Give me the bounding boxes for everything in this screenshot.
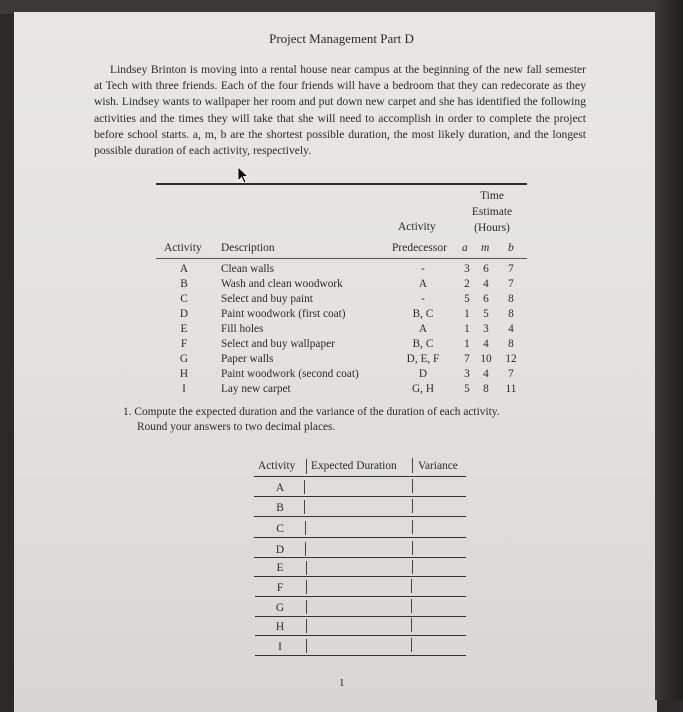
cell-b: 7 <box>508 278 514 290</box>
answer-input-expected-g[interactable] <box>255 616 466 617</box>
answer-input-expected-a[interactable] <box>254 496 466 497</box>
cell-divider <box>411 618 412 632</box>
table-row <box>0 367 683 382</box>
table-row <box>0 322 683 337</box>
table-row <box>0 382 683 397</box>
cell-a: 1 <box>464 308 470 320</box>
cell-predecessor: D <box>418 368 428 380</box>
cell-description: Fill holes <box>221 323 264 335</box>
cell-a: 5 <box>464 293 470 305</box>
header-b: b <box>508 242 514 254</box>
header-divider <box>412 458 413 473</box>
cell-b: 8 <box>508 293 514 305</box>
answer-row-label: C <box>276 523 284 535</box>
answer-input-expected-h[interactable] <box>255 635 466 636</box>
header-description: Description <box>221 242 275 254</box>
table-row <box>0 352 683 367</box>
cell-activity: F <box>180 338 188 350</box>
cell-activity: E <box>180 323 188 335</box>
cell-description: Wash and clean woodwork <box>221 278 343 290</box>
cell-a: 2 <box>464 278 470 290</box>
cell-b: 8 <box>508 308 514 320</box>
cell-divider <box>412 560 413 574</box>
question-1 <box>123 405 593 435</box>
answer-row-label: E <box>276 562 284 574</box>
cell-predecessor: G, H <box>412 383 434 395</box>
cell-m: 6 <box>483 263 489 275</box>
answer-input-expected-i[interactable] <box>255 655 466 656</box>
cell-divider <box>411 599 412 613</box>
cell-b: 7 <box>508 368 514 380</box>
mouse-cursor-icon <box>237 166 249 184</box>
cell-divider <box>305 542 306 556</box>
cell-divider <box>304 480 305 494</box>
answer-input-expected-d[interactable] <box>254 557 466 558</box>
table-row <box>0 262 683 277</box>
cell-divider <box>412 520 413 534</box>
question-line-1: 1. Compute the expected duration and the variance of the duration of each activity. <box>123 406 500 418</box>
header-activity: Activity <box>164 242 202 254</box>
cell-b: 11 <box>505 383 517 395</box>
cell-divider <box>411 638 412 652</box>
question-line-2: Round your answers to two decimal places. <box>137 421 336 433</box>
page-title: Project Management Part D <box>269 31 414 46</box>
cell-divider <box>306 639 307 653</box>
cell-b: 12 <box>505 353 517 365</box>
cell-b: 4 <box>508 323 514 335</box>
cell-activity: G <box>179 353 189 365</box>
answer-row-label: B <box>276 502 284 514</box>
answer-input-expected-b[interactable] <box>254 516 466 517</box>
cell-divider <box>304 500 305 514</box>
table-row <box>0 292 683 307</box>
cell-m: 6 <box>483 293 489 305</box>
answer-header-variance: Variance <box>418 460 458 472</box>
answer-row-label: G <box>275 602 285 614</box>
cell-description: Clean walls <box>221 263 275 275</box>
answer-header-expected: Expected Duration <box>311 460 397 472</box>
cell-divider <box>306 580 307 594</box>
cell-m: 10 <box>480 353 492 365</box>
cell-description: Paper walls <box>221 353 274 365</box>
header-m: m <box>481 242 490 254</box>
cell-b: 7 <box>508 263 514 275</box>
answer-row-label: A <box>275 482 285 494</box>
cell-predecessor: A <box>418 323 428 335</box>
cell-divider <box>411 579 412 593</box>
cell-divider <box>306 561 307 575</box>
cell-activity: C <box>180 293 188 305</box>
cell-m: 4 <box>483 368 489 380</box>
table-row <box>0 307 683 322</box>
cell-a: 1 <box>464 338 470 350</box>
cell-activity: A <box>179 263 189 275</box>
cell-b: 8 <box>508 338 514 350</box>
cell-m: 4 <box>483 278 489 290</box>
cell-a: 7 <box>464 353 470 365</box>
cell-a: 3 <box>464 263 470 275</box>
cell-a: 3 <box>464 368 470 380</box>
table-top-rule <box>156 183 527 185</box>
cell-description: Select and buy wallpaper <box>221 338 335 350</box>
cell-activity: I <box>182 383 186 395</box>
cell-description: Paint woodwork (first coat) <box>221 308 346 320</box>
cell-m: 4 <box>483 338 489 350</box>
cell-divider <box>305 521 306 535</box>
cell-divider <box>412 541 413 555</box>
header-predecessor: Predecessor <box>392 242 447 254</box>
cell-a: 1 <box>464 323 470 335</box>
cell-description: Select and buy paint <box>221 293 313 305</box>
cell-predecessor: - <box>421 293 425 305</box>
cell-divider <box>412 479 413 493</box>
cell-divider <box>412 499 413 513</box>
page-number: 1 <box>339 677 345 689</box>
cell-activity: D <box>179 308 189 320</box>
answer-header-activity: Activity <box>258 460 296 472</box>
answer-input-expected-e[interactable] <box>254 576 466 577</box>
header-time-estimate: Time Estimate (Hours) <box>471 190 513 234</box>
cell-description: Paint woodwork (second coat) <box>221 368 359 380</box>
cell-activity: B <box>180 278 188 290</box>
table-row <box>0 337 683 352</box>
answer-input-expected-c[interactable] <box>254 537 466 538</box>
cell-m: 8 <box>483 383 489 395</box>
answer-row-label: I <box>278 641 282 653</box>
cell-predecessor: D, E, F <box>406 353 440 365</box>
answer-row-label: F <box>276 582 284 594</box>
header-a: a <box>462 242 468 254</box>
cell-divider <box>306 600 307 614</box>
cell-predecessor: B, C <box>412 338 434 350</box>
cell-a: 5 <box>464 383 470 395</box>
table-row <box>0 277 683 292</box>
cell-m: 5 <box>483 308 489 320</box>
intro-paragraph: Lindsey Brinton is moving into a rental house near campus at the beginning of the new fall semester at Tech with three friends. Each of the four friends will have a bedroom that they can redecorate as they wish. Lindsey wants to wallpaper her room and put down new carpet and she has identified the following activities and the times they will take that she will need to accomplish in order to complete the project before school starts. a, m, b are the shortest possible duration, the most likely duration, and the longest possible duration of each activity, respectively. <box>94 63 586 158</box>
answer-input-expected-f[interactable] <box>255 596 466 597</box>
cell-predecessor: B, C <box>412 308 434 320</box>
cell-m: 3 <box>483 323 489 335</box>
header-divider <box>306 459 307 474</box>
answer-header-rule <box>254 476 466 477</box>
cell-divider <box>306 619 307 633</box>
answer-row-label: H <box>275 621 285 633</box>
cell-predecessor: A <box>418 278 428 290</box>
table-header-rule <box>156 258 527 259</box>
cell-activity: H <box>179 368 189 380</box>
cell-predecessor: - <box>421 263 425 275</box>
header-activity-top: Activity <box>398 221 436 233</box>
answer-row-label: D <box>275 544 285 556</box>
cell-description: Lay new carpet <box>221 383 291 395</box>
